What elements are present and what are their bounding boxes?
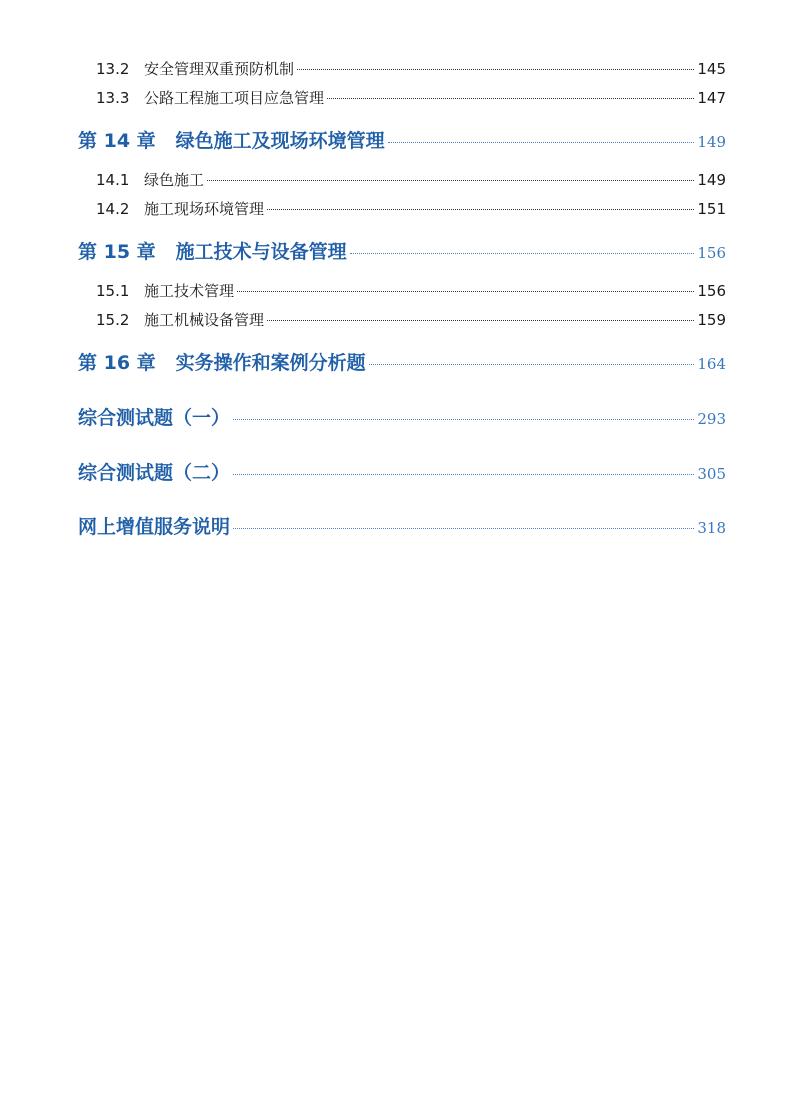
toc-chapter-page: 293	[697, 410, 726, 428]
toc-section-test-1[interactable]	[78, 403, 726, 430]
toc-entry-number: 14.2	[96, 200, 130, 218]
toc-entry-number: 14.1	[96, 171, 130, 189]
toc-chapter-page: 318	[697, 519, 726, 537]
toc-chapter-14[interactable]	[78, 126, 726, 153]
dot-leader	[267, 209, 694, 210]
toc-chapter-page: 164	[697, 355, 726, 373]
toc-entry-number: 13.2	[96, 60, 130, 78]
toc-entry-title: 安全管理双重预防机制	[144, 60, 295, 78]
dot-leader	[233, 474, 694, 475]
toc-entry-14-2[interactable]	[96, 198, 726, 219]
dot-leader	[207, 180, 694, 181]
dot-leader	[327, 98, 694, 99]
toc-chapter-title: 绿色施工及现场环境管理	[175, 130, 385, 152]
toc-entry-title: 施工机械设备管理	[144, 311, 265, 329]
toc-chapter-number: 第 15 章	[78, 241, 156, 263]
dot-leader	[350, 253, 695, 254]
toc-chapter-title: 施工技术与设备管理	[175, 241, 347, 263]
toc-entry-page: 147	[697, 89, 726, 107]
toc-entry-15-1[interactable]	[96, 280, 726, 301]
toc-entry-title: 施工技术管理	[144, 282, 235, 300]
toc-chapter-page: 156	[697, 244, 726, 262]
dot-leader	[233, 419, 694, 420]
toc-chapter-number: 第 14 章	[78, 130, 156, 152]
toc-entry-15-2[interactable]	[96, 309, 726, 330]
toc-chapter-title: 网上增值服务说明	[78, 516, 231, 538]
toc-entry-title: 公路工程施工项目应急管理	[144, 89, 325, 107]
toc-chapter-page: 305	[697, 465, 726, 483]
toc-entry-13-3[interactable]	[96, 87, 726, 108]
toc-entry-number: 13.3	[96, 89, 130, 107]
toc-entry-page: 159	[697, 311, 726, 329]
dot-leader	[233, 528, 694, 529]
toc-entry-title: 施工现场环境管理	[144, 200, 265, 218]
toc-chapter-title: 综合测试题（一）	[78, 407, 231, 429]
toc-chapter-number: 第 16 章	[78, 352, 156, 374]
toc-chapter-page: 149	[697, 133, 726, 151]
dot-leader	[297, 69, 694, 70]
toc-entry-page: 151	[697, 200, 726, 218]
dot-leader	[237, 291, 694, 292]
toc-entry-page: 156	[697, 282, 726, 300]
dot-leader	[369, 364, 695, 365]
toc-chapter-title: 实务操作和案例分析题	[175, 352, 366, 374]
toc-chapter-15[interactable]	[78, 237, 726, 264]
toc-entry-page: 145	[697, 60, 726, 78]
toc-section-online-services[interactable]	[78, 512, 726, 539]
toc-entry-number: 15.1	[96, 282, 130, 300]
toc-chapter-title: 综合测试题（二）	[78, 462, 231, 484]
dot-leader	[267, 320, 694, 321]
toc-entry-14-1[interactable]	[96, 169, 726, 190]
toc-section-test-2[interactable]	[78, 458, 726, 485]
toc-entry-number: 15.2	[96, 311, 130, 329]
toc-entry-title: 绿色施工	[144, 171, 205, 189]
toc-chapter-16[interactable]	[78, 348, 726, 375]
toc-entry-13-2[interactable]	[96, 58, 726, 79]
toc-entry-page: 149	[697, 171, 726, 189]
dot-leader	[388, 142, 695, 143]
